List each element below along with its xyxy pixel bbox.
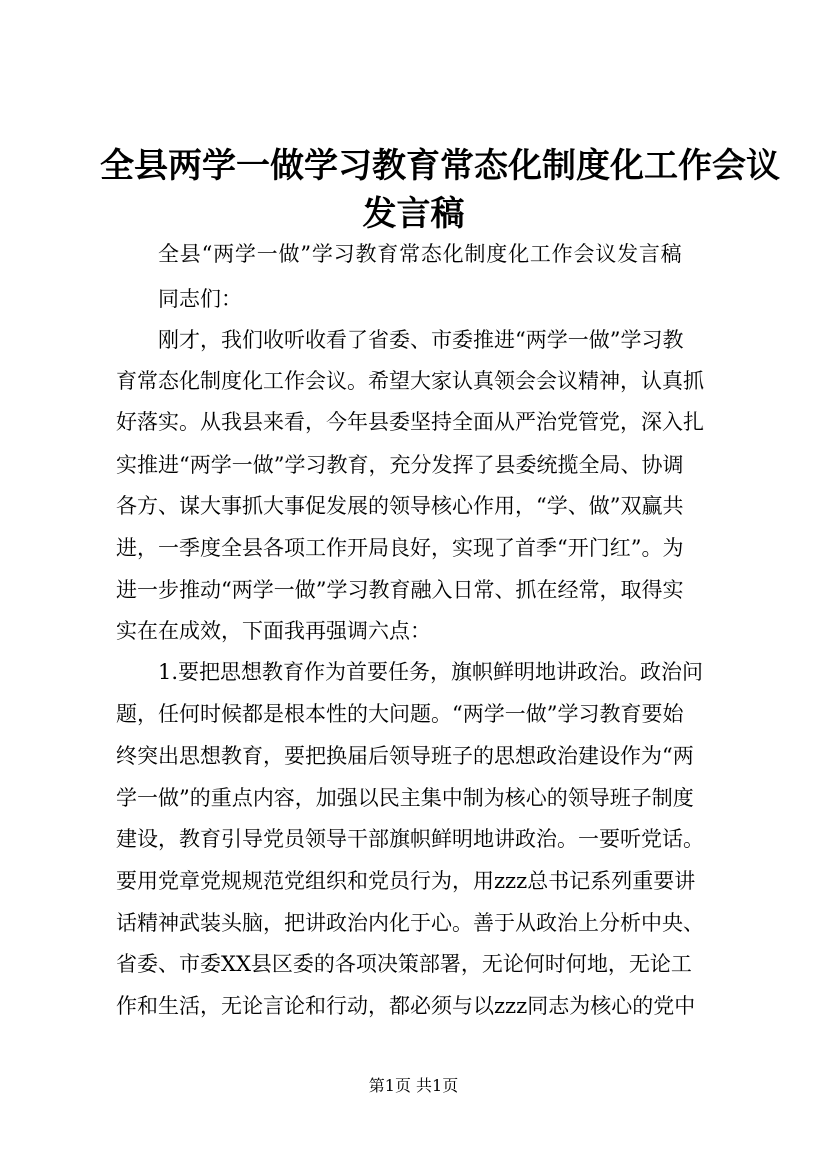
paragraph-line: 实在在成效，下面我再强调六点：	[116, 619, 431, 643]
paragraph-line: 题，任何时候都是根本性的大问题。“两学一做”学习教育要始	[116, 702, 684, 726]
paragraph-line: 刚才，我们收听收看了省委、市委推进“两学一做”学习教	[158, 328, 684, 352]
paragraph-line: 终突出思想教育，要把换届后领导班子的思想政治建设作为“两	[116, 744, 694, 768]
paragraph-line: 学一做”的重点内容，加强以民主集中制为核心的领导班子制度	[116, 786, 694, 810]
document-title-line-1: 全县两学一做学习教育常态化制度化工作会议	[100, 146, 780, 186]
paragraph-line: 1.要把思想教育作为首要任务，旗帜鲜明地讲政治。政治问	[158, 660, 704, 684]
document-title-line-2: 发言稿	[362, 194, 465, 234]
paragraph-line: 好落实。从我县来看，今年县委坚持全面从严治党管党，深入扎	[116, 410, 704, 434]
paragraph-line: 实推进“两学一做”学习教育，充分发挥了县委统揽全局、协调	[116, 453, 684, 477]
salutation: 同志们：	[158, 287, 242, 311]
paragraph-line: 进，一季度全县各项工作开局良好，实现了首季“开门红”。为	[116, 536, 684, 560]
paragraph-line: 省委、市委XX县区委的各项决策部署，无论何时何地，无论工	[116, 952, 692, 976]
paragraph-line: 话精神武装头脑，把讲政治内化于心。善于从政治上分析中央、	[116, 911, 704, 935]
paragraph-line: 进一步推动“两学一做”学习教育融入日常、抓在经常，取得实	[116, 578, 684, 602]
paragraph-line: 建设，教育引导党员领导干部旗帜鲜明地讲政治。一要听党话。	[116, 827, 704, 851]
paragraph-line: 育常态化制度化工作会议。希望大家认真领会会议精神，认真抓	[116, 369, 704, 393]
paragraph-line: 要用党章党规规范党组织和党员行为，用zzz总书记系列重要讲	[116, 869, 696, 893]
paragraph-line: 作和生活，无论言论和行动，都必须与以zzz同志为核心的党中	[116, 994, 696, 1018]
paragraph-line: 各方、谋大事抓大事促发展的领导核心作用，“学、做”双赢共	[116, 494, 684, 518]
page-footer: 第1页 共1页	[368, 1076, 459, 1095]
subtitle-line: 全县“两学一做”学习教育常态化制度化工作会议发言稿	[158, 242, 683, 266]
